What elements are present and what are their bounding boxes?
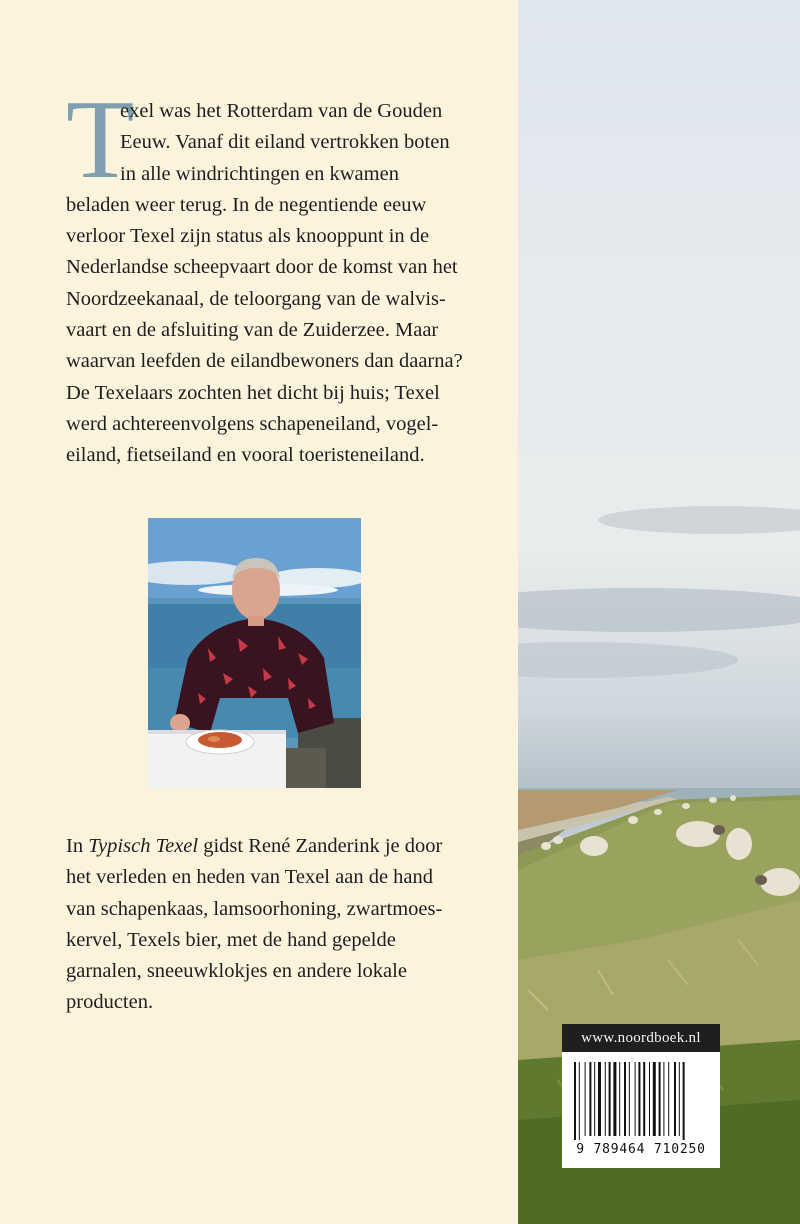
barcode-bar xyxy=(619,1062,620,1136)
intro-line: Nederlandse scheepvaart door de komst van het xyxy=(66,256,458,279)
intro-line: in alle windrichtingen en kwamen xyxy=(120,162,399,185)
intro-line: Noordzeekanaal, de teloorgang van de walvis- xyxy=(66,287,446,310)
barcode-bar xyxy=(653,1062,656,1136)
barcode-bar xyxy=(574,1062,576,1140)
barcode-bar xyxy=(589,1062,591,1136)
barcode-bar xyxy=(624,1062,626,1136)
barcode-bar xyxy=(605,1062,606,1136)
intro-line: exel was het Rotterdam van de Gouden xyxy=(120,100,443,122)
intro-line: verloor Texel zijn status als knooppunt in de xyxy=(66,225,430,248)
outro-line: producten. xyxy=(66,991,154,1014)
intro-line: waarvan leefden de eilandbewoners dan daarna? xyxy=(66,350,463,373)
author-photo xyxy=(148,518,361,788)
barcode-bar xyxy=(594,1062,595,1136)
barcode-bar xyxy=(679,1062,680,1136)
barcode-bar xyxy=(649,1062,650,1136)
outro-line: kervel, Texels bier, met de hand gepelde xyxy=(66,928,396,951)
outro-first-line-rest: gidst René Zanderink je door xyxy=(198,835,443,857)
isbn-number: 9 789464 710250 xyxy=(576,1142,706,1157)
intro-line: werd achtereenvolgens schapeneiland, vogel- xyxy=(66,412,439,435)
publisher-url: www.noordboek.nl xyxy=(562,1024,720,1052)
barcode-bar xyxy=(683,1062,685,1140)
outro-paragraph xyxy=(66,831,506,1019)
author-portrait-illustration xyxy=(148,518,361,788)
barcode-bar xyxy=(629,1062,630,1136)
barcode-bar xyxy=(674,1062,676,1136)
barcode-bars xyxy=(574,1062,708,1140)
barcode-bar xyxy=(635,1062,636,1136)
intro-line: beladen weer terug. In de negentiende eeuw xyxy=(66,193,427,216)
intro-line: eiland, fietseiland en vooral toeristeneiland. xyxy=(66,444,425,467)
outro-line xyxy=(66,831,506,862)
barcode-bar xyxy=(643,1062,645,1136)
barcode-bar xyxy=(609,1062,611,1136)
outro-prefix: In xyxy=(66,835,89,857)
intro-paragraph xyxy=(66,78,506,472)
barcode-bar xyxy=(663,1062,664,1136)
outro-line: het verleden en heden van Texel aan de hand xyxy=(66,866,434,889)
barcode-bar xyxy=(598,1062,601,1136)
barcode-bar xyxy=(638,1062,640,1136)
barcode-bar xyxy=(659,1062,661,1136)
outro-line: van schapenkaas, lamsoorhoning, zwartmoes- xyxy=(66,897,443,920)
barcode-bar xyxy=(613,1062,616,1136)
barcode-bar xyxy=(668,1062,669,1136)
intro-line: vaart en de afsluiting van de Zuiderzee. Maar xyxy=(66,319,439,342)
book-title: Typisch Texel xyxy=(88,835,199,857)
barcode-bar xyxy=(585,1062,586,1136)
intro-line: Eeuw. Vanaf dit eiland vertrokken boten xyxy=(120,131,450,154)
drop-cap: T xyxy=(66,78,135,202)
intro-line: De Texelaars zochten het dicht bij huis; Texel xyxy=(66,381,440,404)
barcode xyxy=(562,1052,720,1168)
barcode-bar xyxy=(579,1062,580,1140)
outro-line: garnalen, sneeuwklokjes en andere lokale xyxy=(66,960,407,983)
